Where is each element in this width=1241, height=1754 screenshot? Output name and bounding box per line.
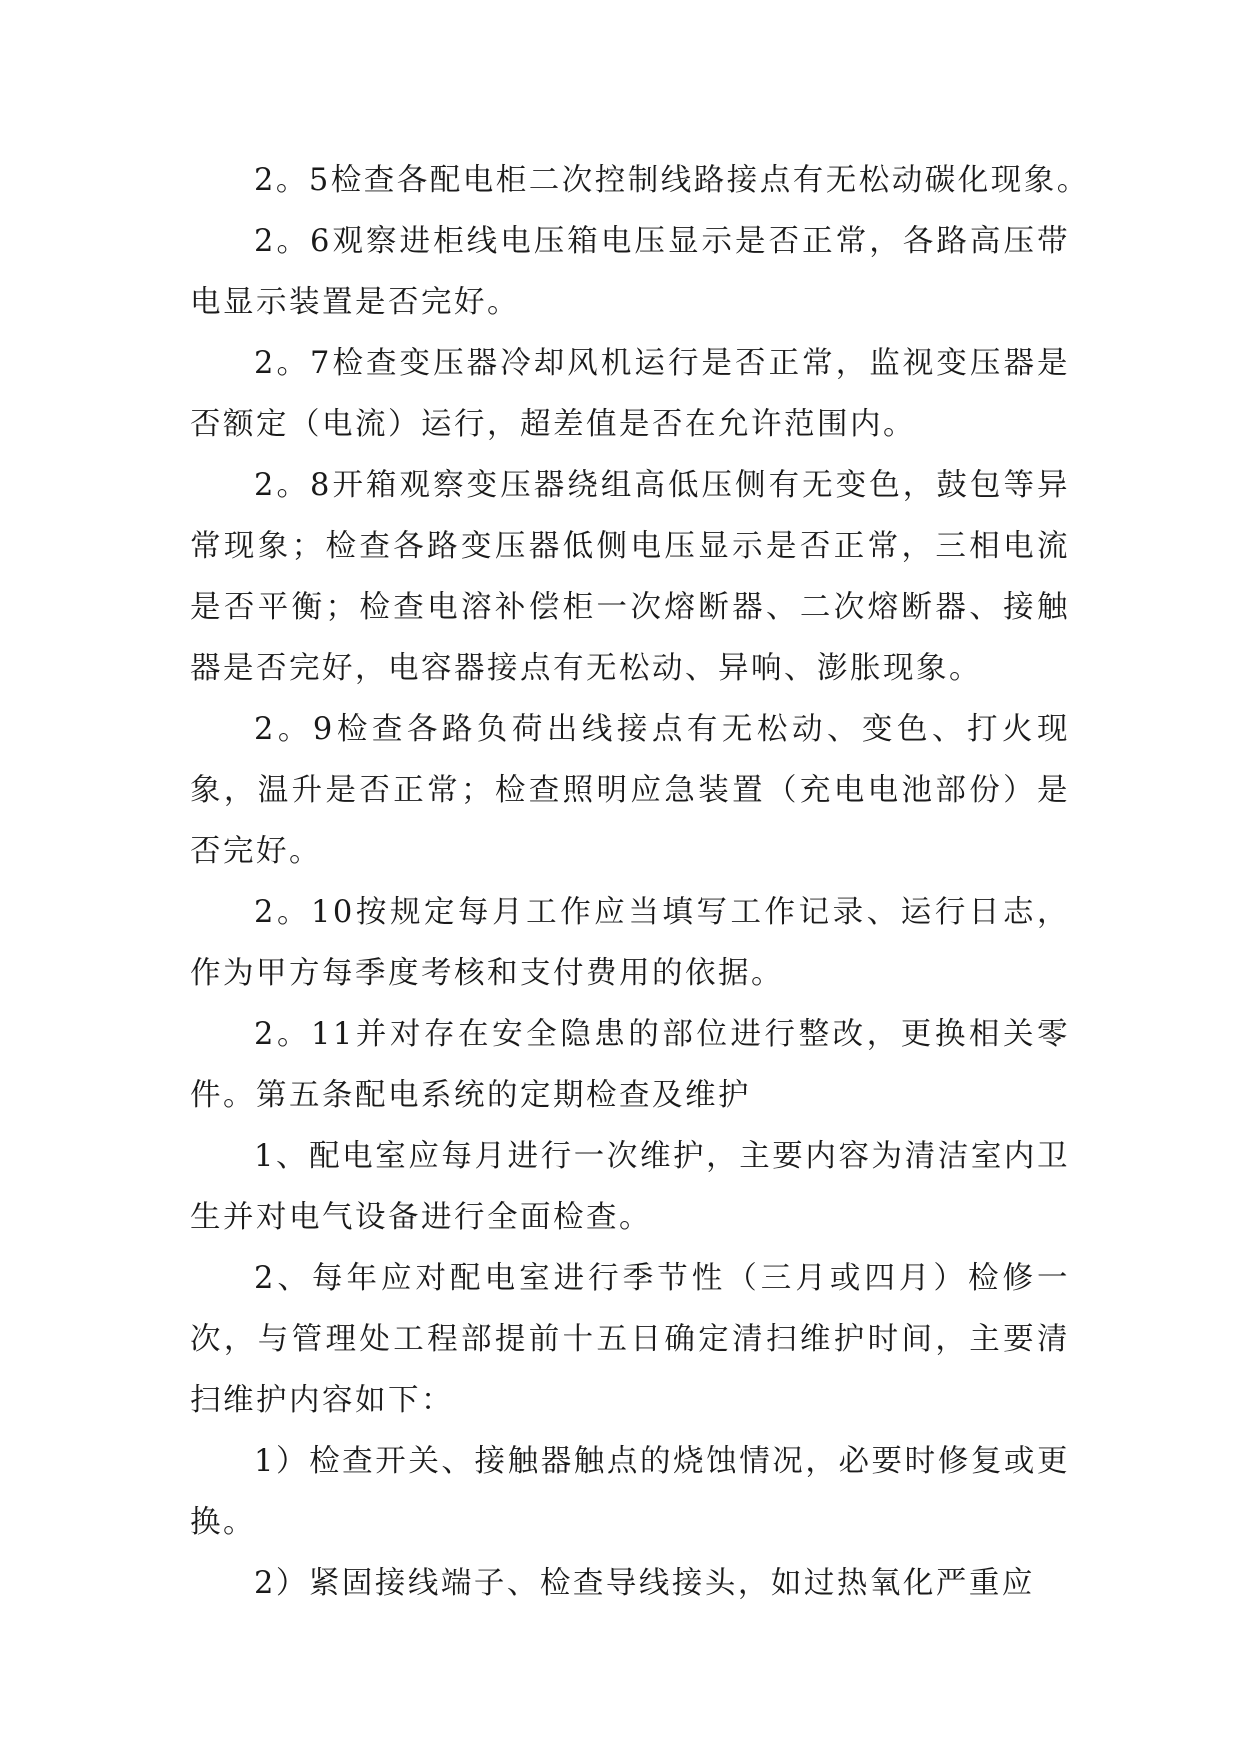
paragraph-2-5: 2。5检查各配电柜二次控制线路接点有无松动碳化现象。 [254,163,1090,198]
paragraph-monthly-maintenance: 1、配电室应每月进行一次维护，主要内容为清洁室内卫生并对电气设备进行全面检查。 [190,1139,1070,1235]
paragraph-annual-maintenance: 2、每年应对配电室进行季节性（三月或四月）检修一次，与管理处工程部提前十五日确定清扫维护时间，主要清扫维护内容如下： [190,1261,1070,1418]
paragraph-2-9: 2。9检查各路负荷出线接点有无松动、变色、打火现象，温升是否正常；检查照明应急装置（充电电池部份）是否完好。 [190,712,1070,869]
paragraph-item-1: 1）检查开关、接触器触点的烧蚀情况，必要时修复或更换。 [190,1444,1070,1540]
paragraph-2-10: 2。10按规定每月工作应当填写工作记录、运行日志，作为甲方每季度考核和支付费用的依据。 [190,895,1070,991]
paragraph-item-2: 2）紧固接线端子、检查导线接头，如过热氧化严重应 [254,1566,1035,1601]
paragraph-2-8: 2。8开箱观察变压器绕组高低压侧有无变色，鼓包等异常现象；检查各路变压器低侧电压显示是否正常，三相电流是否平衡；检查电溶补偿柜一次熔断器、二次熔断器、接触器是否完好，电容器接点有无松动、异响、澎胀现象。 [190,468,1070,686]
paragraph-2-7: 2。7检查变压器冷却风机运行是否正常，监视变压器是否额定（电流）运行，超差值是否在允许范围内。 [190,346,1070,442]
paragraph-2-6: 2。6观察进柜线电压箱电压显示是否正常，各路高压带电显示装置是否完好。 [190,224,1070,320]
paragraph-2-11: 2。11并对存在安全隐患的部位进行整改，更换相关零件。第五条配电系统的定期检查及维护 [190,1017,1070,1113]
document-body [190,150,1090,1614]
